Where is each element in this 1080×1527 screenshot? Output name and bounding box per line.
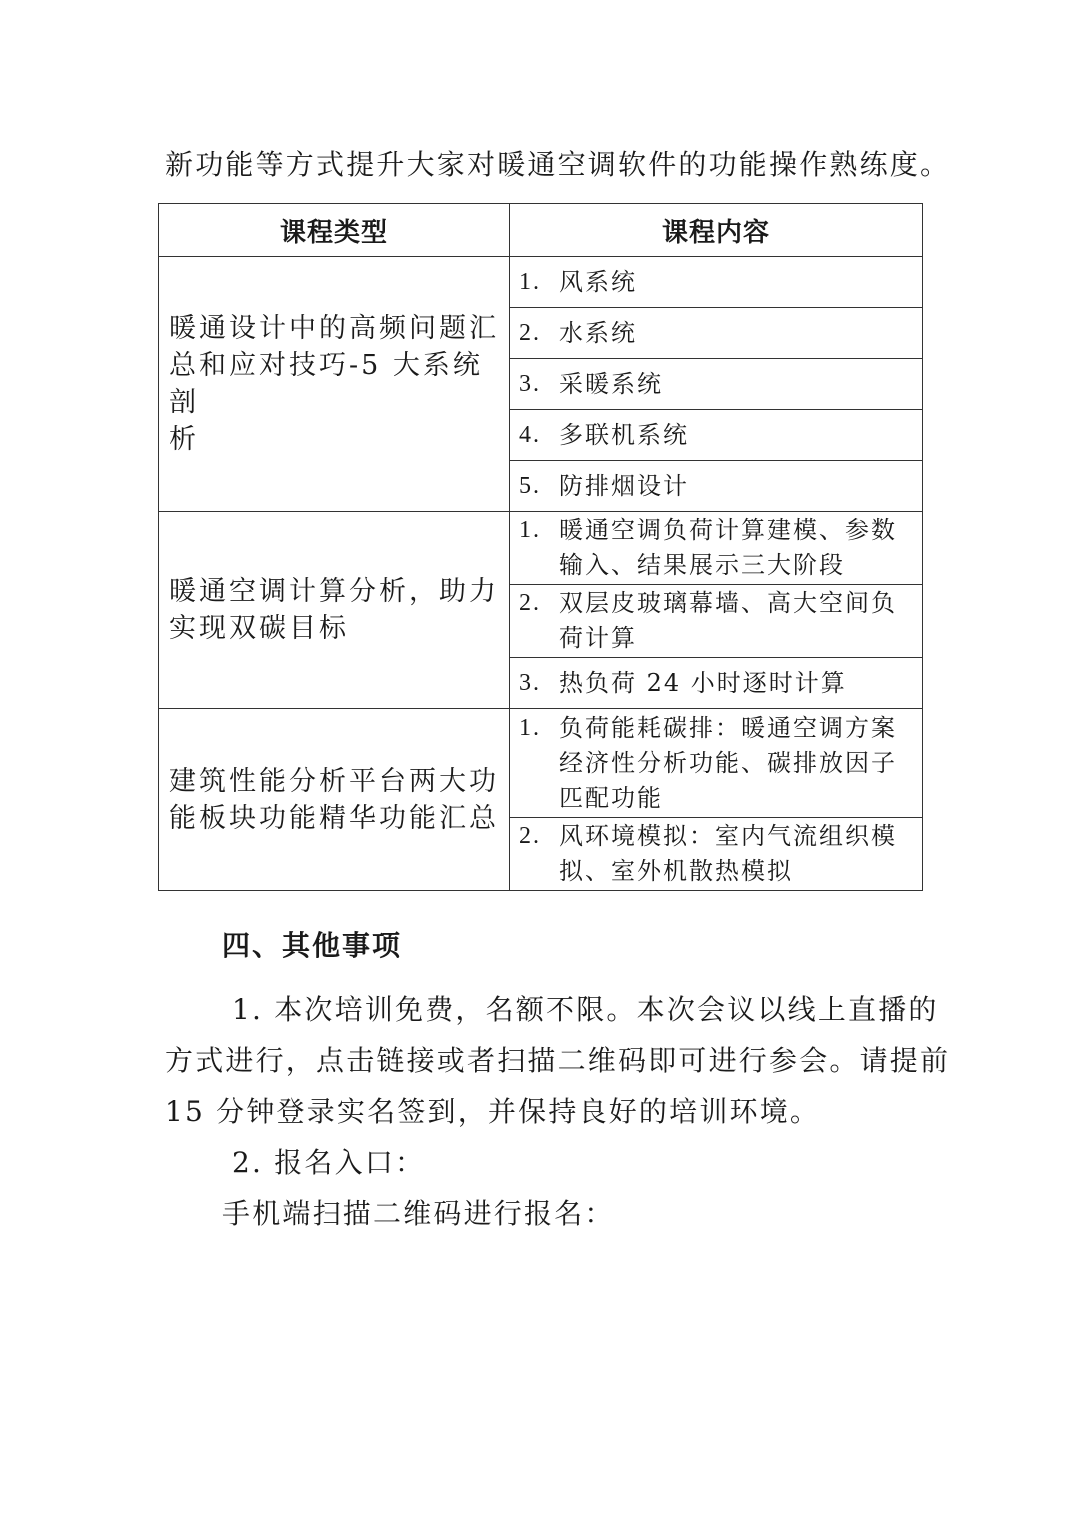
course-item — [510, 410, 923, 461]
item-text: 风系统 — [559, 267, 637, 296]
paragraph-line: 15 分钟登录实名签到，并保持良好的培训环境。 — [165, 1095, 821, 1128]
table-header-row — [159, 204, 923, 257]
item-number: 5. — [519, 472, 541, 499]
course-type-line: 暖通设计中的高频问题汇 — [169, 313, 499, 344]
paragraph-line: 1. 本次培训免费，名额不限。本次会议以线上直播的 — [232, 993, 939, 1026]
item-text: 双层皮玻璃幕墙、高大空间负荷计算 — [559, 589, 897, 652]
course-table — [158, 203, 923, 891]
course-item — [510, 308, 923, 359]
course-type-line: 实现双碳目标 — [169, 613, 349, 644]
course-type-line: 建筑性能分析平台两大功 — [169, 765, 499, 797]
item-text: 采暖系统 — [559, 369, 663, 398]
intro-text: 新功能等方式提升大家对暖通空调软件的功能操作熟练度。 — [165, 148, 951, 181]
item-text: 防排烟设计 — [559, 471, 689, 500]
table-row — [159, 709, 923, 818]
course-item — [510, 658, 923, 709]
course-type-line: 暖通空调计算分析，助力 — [169, 576, 499, 607]
item-number: 3. — [519, 370, 541, 397]
course-type-line: 总和应对技巧-5 大系统剖 — [169, 350, 483, 418]
item-text: 多联机系统 — [559, 420, 689, 449]
section-heading: 四、其他事项 — [222, 929, 403, 962]
item-number: 1. — [519, 517, 541, 543]
registration-label: 2. 报名入口： — [232, 1146, 426, 1179]
item-number: 2. — [519, 590, 541, 616]
item-number: 1. — [519, 714, 541, 741]
item-number: 1. — [519, 268, 541, 295]
course-type-cell — [159, 709, 510, 891]
course-item — [510, 709, 923, 818]
item-text: 风环境模拟：室内气流组织模拟、室外机散热模拟 — [559, 822, 897, 885]
table-row — [159, 257, 923, 308]
course-item — [510, 818, 923, 891]
course-item — [510, 461, 923, 512]
qr-instruction: 手机端扫描二维码进行报名： — [222, 1197, 615, 1230]
item-text: 水系统 — [559, 318, 637, 347]
paragraph-line: 方式进行，点击链接或者扫描二维码即可进行参会。请提前 — [165, 1044, 951, 1077]
course-item — [510, 585, 923, 658]
item-number: 2. — [519, 319, 541, 346]
table-row — [159, 512, 923, 585]
item-number: 3. — [519, 669, 541, 696]
item-number: 2. — [519, 823, 541, 849]
header-course-type: 课程类型 — [159, 204, 510, 257]
course-type-cell — [159, 257, 510, 512]
course-item — [510, 257, 923, 308]
course-item — [510, 512, 923, 585]
course-type-cell — [159, 512, 510, 709]
item-text: 暖通空调负荷计算建模、参数输入、结果展示三大阶段 — [559, 516, 897, 579]
course-type-line: 能板块功能精华功能汇总 — [169, 802, 499, 834]
item-text: 热负荷 24 小时逐时计算 — [559, 668, 847, 697]
item-text: 负荷能耗碳排：暖通空调方案经济性分析功能、碳排放因子匹配功能 — [559, 713, 897, 812]
item-number: 4. — [519, 421, 541, 448]
header-course-content: 课程内容 — [510, 204, 923, 257]
course-item — [510, 359, 923, 410]
course-type-line: 析 — [169, 424, 199, 455]
